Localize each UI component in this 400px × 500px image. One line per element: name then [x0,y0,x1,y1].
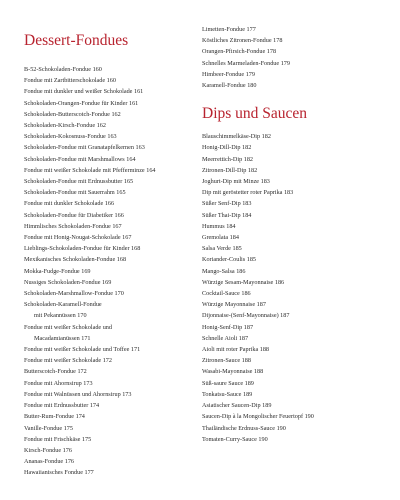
index-entry: Fondue mit Ahornsirup 173 [24,379,93,387]
index-entry: Schokoladen-Marshmallow-Fondue 170 [24,290,124,298]
index-entry: Tomaten-Curry-Sauce 190 [202,435,268,443]
index-entry: Schokoladen-Karamell-Fondue [24,301,102,309]
index-entry: Honig-Dill-Dip 182 [202,144,252,152]
index-entry: Fondue mit weißer Schokolade 172 [24,357,112,365]
index-entry: Ananas-Fondue 176 [24,458,75,466]
index-entry: Zitronen-Sauce 188 [202,357,251,365]
index-entry: Joghurt-Dip mit Minze 183 [202,178,270,186]
index-entry: Kirsch-Fondue 176 [24,446,72,454]
index-entry: Thailändische Erdnuss-Sauce 190 [202,424,286,432]
index-entry: Koriander-Coulis 185 [202,256,257,264]
index-entry: Schokoladen-Kokosnuss-Fondue 163 [24,133,117,141]
index-entry: Fondue mit Walnüssen und Ahornsirup 173 [24,390,132,398]
index-entry: Schnelle Aioli 187 [202,334,249,342]
index-entry: Fondue mit Honig-Nougat-Schokolade 167 [24,234,132,242]
index-entry: Butterscotch-Fondue 172 [24,368,87,376]
index-entry: Fondue mit dunkler Schokolade 166 [24,200,115,208]
index-entry: Schokoladen-Butterscotch-Fondue 162 [24,110,121,118]
index-entry: mit Pekannüssen 170 [34,312,87,320]
dips-und-saucen-list [202,131,382,445]
dessert-fondues-continued-list [202,24,382,91]
index-entry: Asiatischer Saucen-Dip 189 [202,402,272,410]
index-entry: Orangen-Pfirsich-Fondue 178 [202,48,277,56]
index-entry: Himbeer-Fondue 179 [202,70,255,78]
index-entry: Fondue mit Erdnussbutter 174 [24,402,100,410]
index-entry: Meerrettich-Dip 182 [202,155,254,163]
index-entry: Schokoladen-Fondue mit Marshmallows 164 [24,155,136,163]
index-entry: Fondue mit weißer Schokolade und Toffee 171 [24,346,141,354]
index-entry: Schokoladen-Kirsch-Fondue 162 [24,122,106,130]
index-entry: Tonkatsu-Sauce 189 [202,390,253,398]
index-entry: Gremolata 184 [202,234,239,242]
index-entry: Köstliches Zitronen-Fondue 178 [202,37,283,45]
index-entry: Dip mit geröstetter roter Paprika 183 [202,189,294,197]
index-entry: Schokoladen-Fondue für Diabetiker 166 [24,211,124,219]
index-entry: Wasabi-Mayonnaise 188 [202,368,264,376]
index-entry: B-52-Schokoladen-Fondue 160 [24,66,102,73]
index-entry: Schnelles Marmeladen-Fondue 179 [202,59,290,67]
index-entry: Zitronen-Dill-Dip 182 [202,166,258,174]
index-entry: Süßer Thai-Dip 184 [202,211,252,219]
index-entry: Mokka-Fudge-Fondue 169 [24,267,91,275]
index-entry: Blauschimmelkäse-Dip 182 [202,133,271,141]
index-entry: Macadamianüssen 171 [34,334,91,342]
index-entry: Fondue mit Zartbitterschokolade 160 [24,77,116,85]
left-column [24,32,194,479]
section-heading-dips-und-saucen: Dips und Saucen [202,105,308,123]
dessert-fondues-list [24,64,194,479]
index-entry: Fondue mit Frischkäse 175 [24,435,92,443]
index-entry: Karamell-Fondue 180 [202,82,257,90]
index-entry: Himmlisches Schokoladen-Fondue 167 [24,222,122,230]
right-column [202,24,382,445]
index-entry: Salsa Verde 185 [202,245,242,253]
index-entry: Honig-Senf-Dip 187 [202,323,254,331]
index-entry: Fondue mit weißer Schokolade und [24,323,112,331]
index-entry: Butter-Rum-Fondue 174 [24,413,85,421]
index-entry: Würzige Mayonnaise 187 [202,301,266,309]
index-entry: Limetten-Fondue 177 [202,26,256,33]
index-entry: Mango-Salsa 186 [202,267,246,275]
index-entry: Dijonnaise-(Senf-Mayonnaise) 187 [202,312,290,320]
index-entry: Aioli mit roter Paprika 188 [202,346,270,354]
index-entry: Schokoladen-Orangen-Fondue für Kinder 161 [24,99,139,107]
index-entry: Würzige Sesam-Mayonnaise 186 [202,278,285,286]
index-entry: Süßer Senf-Dip 183 [202,200,252,208]
index-entry: Nussiges Schokoladen-Fondue 169 [24,278,112,286]
index-entry: Schokoladen-Fondue mit Sauerrahm 165 [24,189,126,197]
index-entry: Schokoladen-Fondue mit Granatapfelkernen 163 [24,144,145,152]
index-entry: Saucen-Dip à la Mongolischer Feuertopf 190 [202,413,314,421]
index-entry: Vanille-Fondue 175 [24,424,73,432]
index-entry: Mexikanisches Schokoladen-Fondue 168 [24,256,127,264]
index-entry: Süß-saure Sauce 189 [202,379,254,387]
index-entry: Fondue mit dunkler und weißer Schokolade 161 [24,88,144,96]
index-entry: Hawaiianisches Fondue 177 [24,469,94,477]
index-entry: Lieblings-Schokoladen-Fondue für Kinder 168 [24,245,141,253]
index-entry: Hummus 184 [202,222,236,230]
index-entry: Cocktail-Sauce 186 [202,290,251,298]
index-entry: Schokoladen-Fondue mit Erdnussbutter 165 [24,178,134,186]
section-heading-dessert-fondues: Dessert-Fondues [24,32,129,49]
index-entry: Fondue mit weißer Schokolade mit Pfefferminze 164 [24,166,156,174]
